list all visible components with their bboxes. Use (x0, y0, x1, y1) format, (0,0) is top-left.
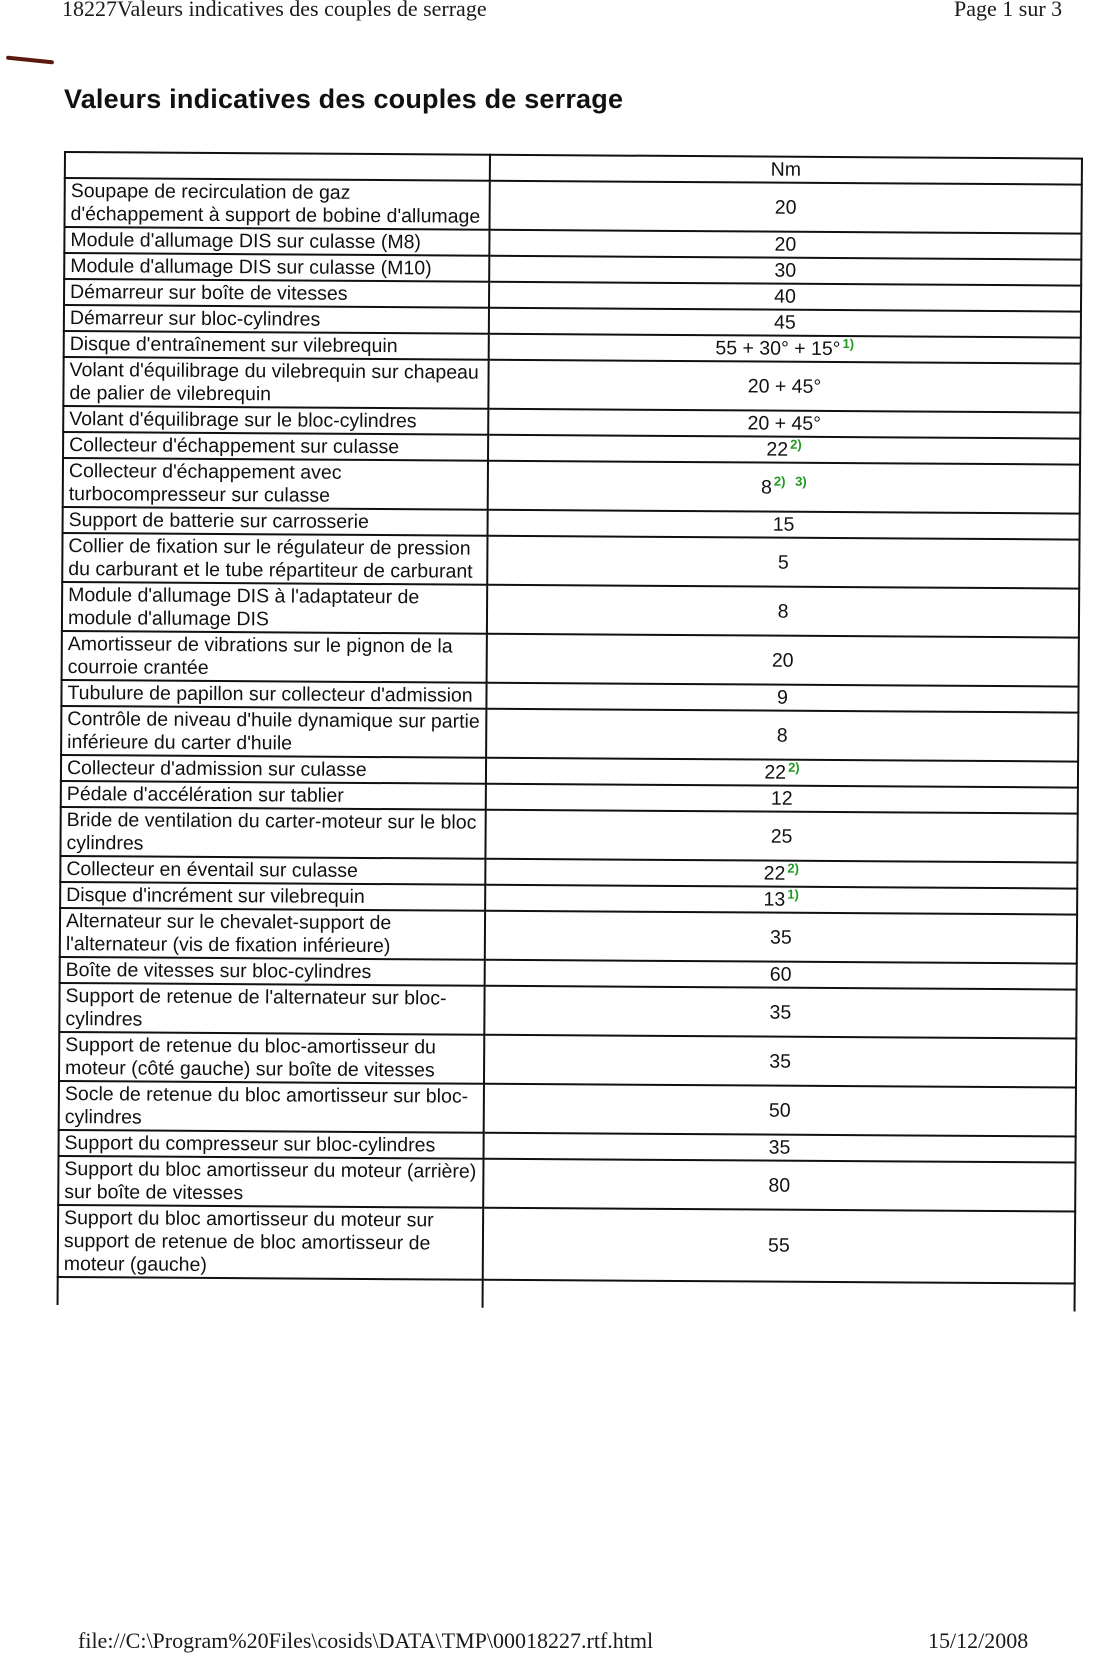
document-title: Valeurs indicatives des couples de serrage (64, 84, 624, 114)
table-row (59, 1032, 1076, 1088)
component-label: Collecteur d'admission sur culasse (61, 755, 486, 784)
table-row (65, 178, 1082, 234)
torque-value: 35 (770, 926, 792, 949)
torque-value: 22 (764, 761, 787, 784)
torque-value-cell (485, 960, 1077, 990)
footnote-ref: 1) (787, 886, 799, 902)
torque-value-cell (483, 1159, 1075, 1212)
component-label: Tubulure de papillon sur collecteur d'admission (61, 680, 486, 709)
component-label: Module d'allumage DIS sur culasse (M8) (64, 227, 489, 256)
torque-table (57, 151, 1083, 1312)
component-label: Disque d'entraînement sur vilebrequin (64, 331, 489, 360)
torque-value-cell (486, 683, 1078, 713)
component-label: Collecteur d'échappement avec turbocompresseur sur culasse (63, 458, 488, 510)
torque-value-cell (489, 334, 1081, 364)
print-date: 15/12/2008 (928, 1628, 1029, 1653)
component-label: Disque d'incrément sur vilebrequin (60, 882, 485, 911)
torque-value-cell (488, 461, 1080, 514)
table-row (58, 1205, 1075, 1284)
torque-value-cell (489, 256, 1081, 286)
torque-value: 55 + 30° + 15° (715, 337, 841, 361)
table-row (62, 631, 1079, 687)
torque-value: 22 (766, 438, 789, 461)
continuation-row (58, 1277, 1075, 1312)
component-label: Soupape de recirculation de gaz d'échappement à support de bobine d'allumage (65, 178, 490, 230)
torque-value-cell (488, 510, 1080, 540)
torque-value-cell (487, 585, 1079, 638)
pen-mark (6, 56, 54, 65)
torque-table-container (57, 151, 1081, 1312)
torque-value: 55 (768, 1234, 790, 1257)
torque-value-cell (486, 784, 1078, 814)
torque-value: 20 + 45° (747, 412, 822, 435)
torque-value: 40 (774, 285, 796, 308)
component-label: Boîte de vitesses sur bloc-cylindres (60, 957, 485, 986)
torque-value: 25 (770, 825, 793, 848)
table-row (58, 1156, 1075, 1212)
table-row (60, 908, 1077, 964)
continuation-cell (483, 1280, 1075, 1312)
torque-value-cell (489, 282, 1081, 312)
torque-value: 5 (777, 551, 789, 574)
torque-value: 9 (776, 686, 788, 709)
component-label: Bride de ventilation du carter-moteur sur le bloc cylindres (60, 807, 485, 859)
file-path: file://C:\Program%20Files\cosids\DATA\TMP\00018227.rtf.html (78, 1628, 654, 1653)
torque-value: 8 (776, 724, 788, 747)
header-empty-cell (65, 152, 490, 181)
torque-value-cell (485, 859, 1077, 889)
torque-value-cell (485, 810, 1077, 863)
component-label: Volant d'équilibrage sur le bloc-cylindres (63, 406, 488, 435)
torque-value: 60 (769, 963, 792, 986)
footnote-ref: 2) (790, 436, 802, 452)
torque-value-cell (488, 360, 1080, 413)
torque-value: 35 (769, 1050, 792, 1073)
torque-value: 35 (769, 1001, 792, 1024)
component-label: Démarreur sur boîte de vitesses (64, 279, 489, 308)
component-label: Contrôle de niveau d'huile dynamique sur partie inférieure du carter d'huile (61, 706, 486, 758)
torque-value-cell (484, 1084, 1076, 1137)
component-label: Collecteur en éventail sur culasse (60, 856, 485, 885)
table-row (59, 983, 1076, 1039)
torque-value-cell (488, 409, 1080, 439)
torque-value-cell (488, 435, 1080, 465)
continuation-cell (58, 1277, 483, 1308)
footnote-ref: 2) (787, 860, 800, 876)
torque-value-cell (484, 1133, 1076, 1163)
unit-header: Nm (490, 155, 1082, 185)
table-row (62, 582, 1079, 638)
torque-value: 20 (771, 649, 794, 672)
torque-value: 15 (772, 513, 795, 536)
component-label: Support du bloc amortisseur du moteur (arrière) sur boîte de vitesses (58, 1156, 483, 1208)
component-label: Module d'allumage DIS sur culasse (M10) (64, 253, 489, 282)
torque-value-cell (483, 1208, 1075, 1284)
torque-value-cell (485, 885, 1077, 915)
torque-value: 8 (777, 600, 789, 623)
torque-value-cell (486, 709, 1078, 762)
footnote-ref: 1) (842, 335, 855, 351)
component-label: Support du compresseur sur bloc-cylindres (59, 1130, 484, 1159)
footnote-ref: 2) 3) (773, 473, 807, 489)
component-label: Volant d'équilibrage du vilebrequin sur chapeau de palier de vilebrequin (63, 357, 488, 409)
torque-value: 80 (768, 1174, 791, 1197)
torque-value-cell (489, 308, 1081, 338)
torque-value-cell (484, 1035, 1076, 1088)
torque-value: 20 + 45° (747, 374, 822, 398)
footnote-ref: 2) (788, 759, 800, 775)
table-row (61, 706, 1078, 762)
torque-value-cell (486, 758, 1078, 788)
table-row (63, 458, 1080, 514)
table-row (60, 807, 1077, 863)
torque-value: 8 (760, 476, 772, 499)
component-label: Socle de retenue du bloc amortisseur sur bloc-cylindres (59, 1081, 484, 1133)
torque-value-cell (489, 230, 1081, 260)
torque-value-cell (487, 536, 1079, 589)
torque-value: 50 (768, 1099, 791, 1122)
page-header-title: 18227Valeurs indicatives des couples de serrage (62, 0, 487, 21)
component-label: Collier de fixation sur le régulateur de pression du carburant et le tube répartiteur de carburant (62, 533, 487, 585)
component-label: Démarreur sur bloc-cylindres (64, 305, 489, 334)
component-label: Alternateur sur le chevalet-support de l'alternateur (vis de fixation inférieure) (60, 908, 485, 960)
torque-value: 13 (763, 888, 786, 911)
torque-value: 20 (774, 196, 797, 219)
torque-value-cell (490, 181, 1082, 234)
torque-value: 22 (763, 862, 786, 885)
table-row (62, 533, 1079, 589)
component-label: Amortisseur de vibrations sur le pignon de la courroie crantée (62, 631, 487, 683)
component-label: Support de retenue de l'alternateur sur bloc-cylindres (59, 983, 484, 1035)
torque-value-cell (487, 634, 1079, 687)
component-label: Support de batterie sur carrosserie (63, 507, 488, 536)
component-label: Module d'allumage DIS à l'adaptateur de module d'allumage DIS (62, 582, 487, 634)
torque-value: 12 (770, 787, 793, 810)
page-number: Page 1 sur 3 (954, 0, 1063, 21)
torque-value-cell (484, 986, 1076, 1039)
component-label: Pédale d'accélération sur tablier (61, 781, 486, 810)
component-label: Support de retenue du bloc-amortisseur du moteur (côté gauche) sur boîte de vitesses (59, 1032, 484, 1084)
torque-value-cell (485, 911, 1077, 964)
torque-value: 20 (774, 233, 797, 256)
torque-value: 45 (773, 311, 796, 334)
torque-value: 30 (774, 259, 797, 282)
torque-value: 35 (768, 1136, 791, 1159)
table-row (63, 357, 1080, 413)
component-label: Collecteur d'échappement sur culasse (63, 432, 488, 461)
component-label: Support du bloc amortisseur du moteur sur support de retenue de bloc amortisseur de moteur (gauche) (58, 1205, 483, 1280)
table-row (59, 1081, 1076, 1137)
